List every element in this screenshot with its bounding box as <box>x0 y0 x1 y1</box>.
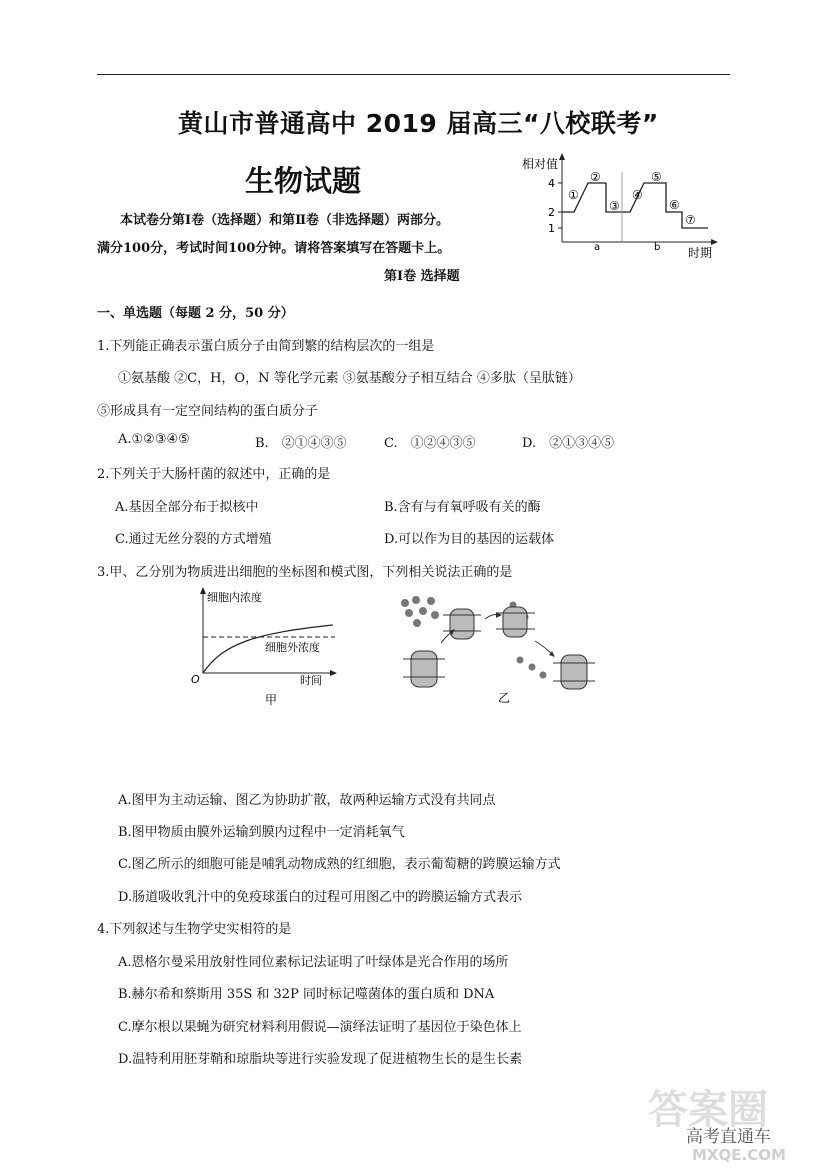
ytick-4: 4 <box>548 177 555 190</box>
segment-label-b: b <box>654 242 661 253</box>
transport-diagram <box>395 595 605 710</box>
marker-4: ④ <box>632 188 643 202</box>
marker-7: ⑦ <box>685 213 696 227</box>
graph-caption: 甲 <box>265 693 278 707</box>
q1-option-d[interactable]: D. ②①③④⑤ <box>522 436 615 451</box>
q1-stem: 1.下列能正确表示蛋白质分子由简到繁的结构层次的一组是 <box>97 339 435 354</box>
graph-line-label: 细胞外浓度 <box>265 641 320 654</box>
marker-2: ② <box>590 170 601 184</box>
marker-5: ⑤ <box>651 170 662 184</box>
q3-stem: 3.甲、乙分别为物质进出细胞的坐标图和模式图，下列相关说法正确的是 <box>97 565 513 580</box>
ytick-2: 2 <box>548 206 555 219</box>
segment-label-a: a <box>594 242 601 253</box>
q3-option-d[interactable]: D.肠道吸收乳汁中的免疫球蛋白的过程可用图乙中的跨膜运输方式表示 <box>118 890 523 905</box>
exam-title: 黄山市普通高中 2019 届高三“八校联考” <box>178 109 659 138</box>
q1-option-c[interactable]: C. ①②④③⑤ <box>384 436 476 451</box>
q3-option-c[interactable]: C.图乙所示的细胞可能是哺乳动物成熟的红细胞，表示葡萄糖的跨膜运输方式 <box>118 857 561 872</box>
marker-3: ③ <box>609 199 620 213</box>
q2-stem: 2.下列关于大肠杆菌的叙述中，正确的是 <box>97 467 331 482</box>
q4-option-a[interactable]: A.恩格尔曼采用放射性同位素标记法证明了叶绿体是光合作用的场所 <box>118 955 509 970</box>
watermark-logo: 答案圈 <box>648 1087 768 1133</box>
q2-option-a[interactable]: A.基因全部分布于拟核中 <box>115 500 259 515</box>
q4-option-d[interactable]: D.温特利用胚芽鞘和琼脂块等进行实验发现了促进植物生长的是生长素 <box>118 1052 523 1067</box>
q1-option-b[interactable]: B. ②①④③⑤ <box>255 436 347 451</box>
q2-option-c[interactable]: C.通过无丝分裂的方式增殖 <box>115 532 272 547</box>
q1-items-line-2: ⑤形成具有一定空间结构的蛋白质分子 <box>97 404 319 419</box>
relative-value-chart <box>518 150 728 260</box>
chart-ylabel: 相对值 <box>522 157 559 171</box>
carrier-protein-2 <box>496 607 535 637</box>
q3-option-b[interactable]: B.图甲物质由膜外运输到膜内过程中一定消耗氧气 <box>118 825 405 840</box>
watermark-caption: 高考直通车 <box>686 1127 771 1147</box>
marker-1: ① <box>568 188 579 202</box>
q4-stem: 4.下列叙述与生物学史实相符的是 <box>97 922 292 937</box>
intro-line-2: 满分100分，考试时间100分钟。请将答案填写在答题卡上。 <box>97 241 451 256</box>
exam-subtitle: 生物试题 <box>245 164 362 198</box>
watermark-url: MXQE.COM <box>692 1146 786 1164</box>
q1-option-a[interactable]: A.①②③④⑤ <box>118 432 190 447</box>
section-title: 一、单选题（每题 2 分，50 分） <box>97 306 294 321</box>
q2-option-b[interactable]: B.含有与有氧呼吸有关的酶 <box>384 500 541 515</box>
q1-items-line-1: ①氨基酸 ②C，H，O，N 等化学元素 ③氨基酸分子相互结合 ④多肽（呈肽链） <box>118 371 581 386</box>
diagram-caption: 乙 <box>498 691 511 705</box>
q2-option-d[interactable]: D.可以作为目的基因的运载体 <box>384 532 555 547</box>
graph-ylabel: 细胞内浓度 <box>207 591 262 604</box>
top-rule <box>97 74 730 75</box>
q3-option-a[interactable]: A.图甲为主动运输、图乙为协助扩散，故两种运输方式没有共同点 <box>118 793 496 808</box>
ytick-1: 1 <box>548 222 555 235</box>
chart-xlabel: 时期 <box>688 246 713 260</box>
graph-xlabel: 时间 <box>300 674 322 687</box>
concentration-graph <box>185 585 350 710</box>
part-title: 第Ⅰ卷 选择题 <box>384 269 460 284</box>
carrier-protein-3 <box>403 651 445 687</box>
carrier-protein-4 <box>553 655 595 689</box>
q4-option-b[interactable]: B.赫尔希和蔡斯用 35S 和 32P 同时标记噬菌体的蛋白质和 DNA <box>118 987 495 1002</box>
marker-6: ⑥ <box>669 198 680 212</box>
q4-option-c[interactable]: C.摩尔根以果蝇为研究材料利用假说—演绎法证明了基因位于染色体上 <box>118 1020 522 1035</box>
intro-line-1: 本试卷分第Ⅰ卷（选择题）和第Ⅱ卷（非选择题）两部分。 <box>120 213 450 228</box>
graph-origin: O <box>191 673 200 686</box>
